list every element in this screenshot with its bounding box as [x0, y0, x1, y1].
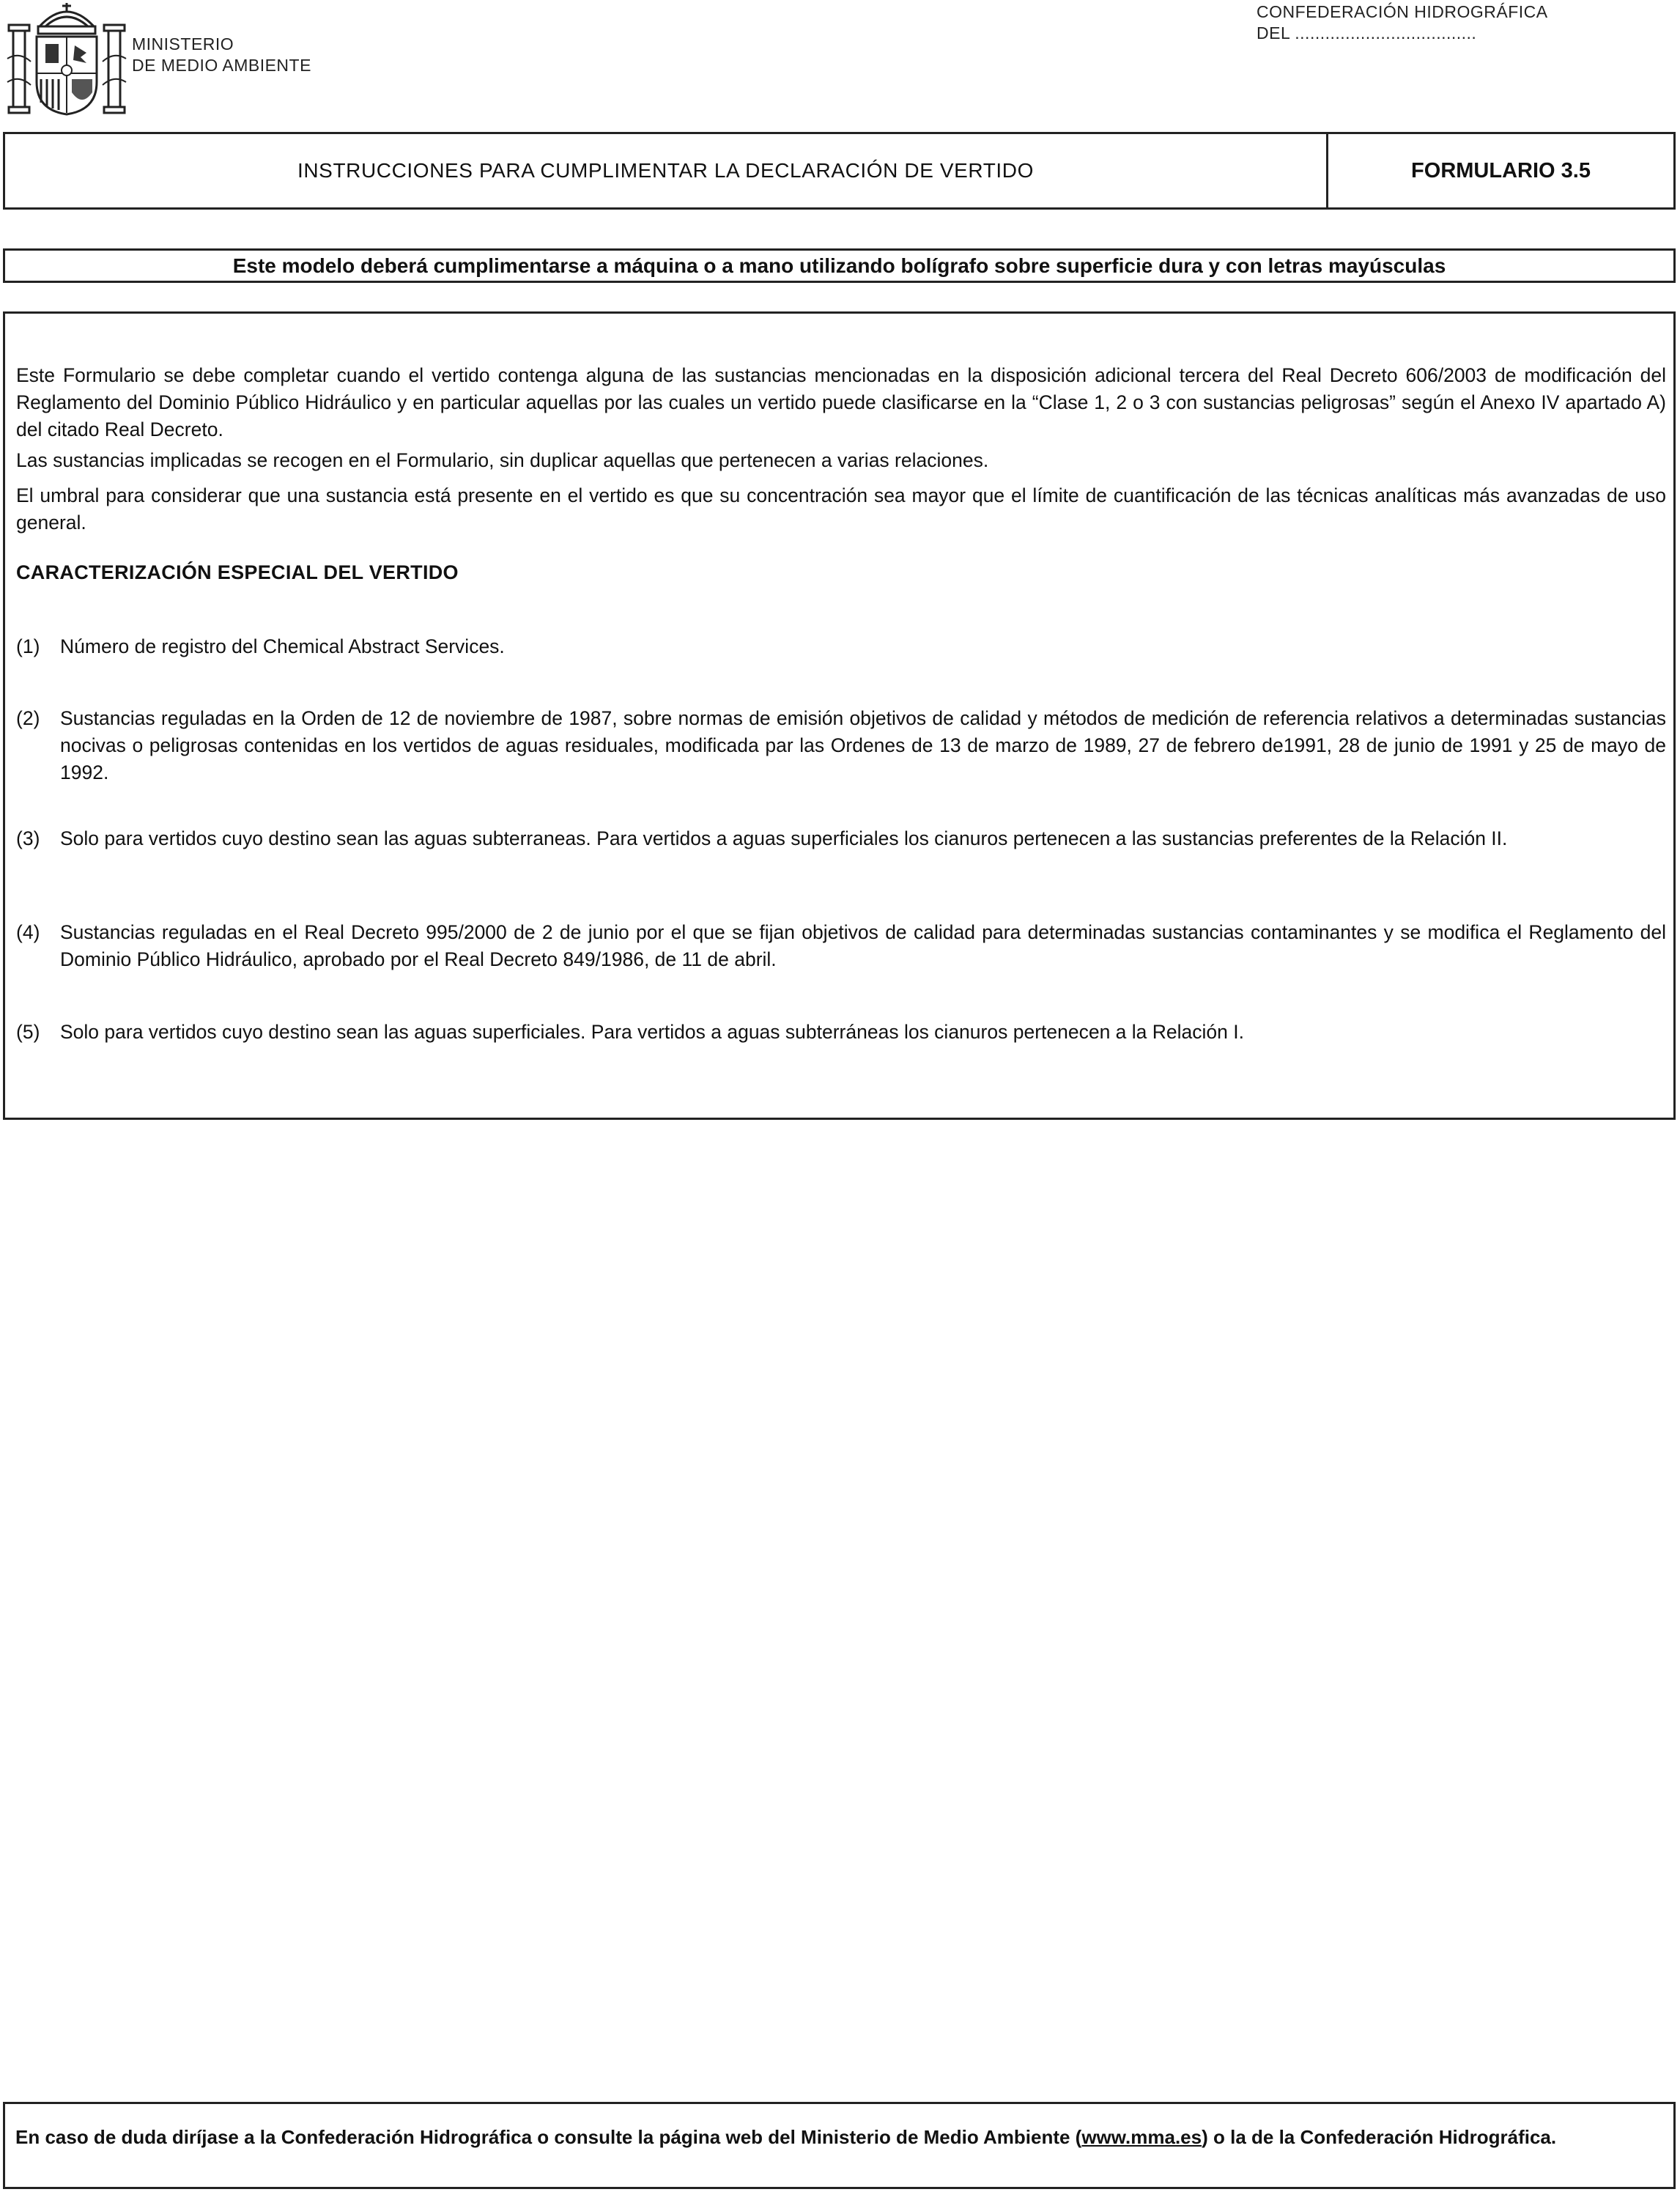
- footer-text: [15, 2125, 1627, 2150]
- section-heading: CARACTERIZACIÓN ESPECIAL DEL VERTIDO: [16, 561, 459, 583]
- ministry-line-2: DE MEDIO AMBIENTE: [132, 56, 311, 75]
- title-box: [3, 132, 1676, 210]
- ministry-line-1: MINISTERIO: [132, 34, 234, 53]
- note-number: (4): [16, 921, 40, 943]
- note-item: [16, 825, 1666, 852]
- note-text: Solo para vertidos cuyo destino sean las aguas subterraneas. Para vertidos a aguas superficiales los cianuros pertenecen a las sustancias preferentes de la Relación II.: [60, 827, 1508, 849]
- instructions-content: [3, 311, 1676, 1120]
- form-code: FORMULARIO 3.5: [1411, 158, 1591, 182]
- confederation-line-1: CONFEDERACIÓN HIDROGRÁFICA: [1257, 2, 1548, 21]
- spanish-coat-of-arms-icon: [4, 0, 129, 117]
- note-number: (5): [16, 1021, 40, 1043]
- note-item: [16, 633, 1666, 660]
- note-item: [16, 705, 1666, 786]
- note-text: Sustancias reguladas en la Orden de 12 de noviembre de 1987, sobre normas de emisión objetivos de calidad y métodos de medición de referencia relativos a determinadas sustancias nocivas o peligrosas contenidas en los vertidos de aguas residuales, modificada par las Ordenes de 13 de marzo de 1989, 27 de febrero de1991, 28 de junio de 1991 y 25 de mayo de 1992.: [60, 707, 1666, 783]
- intro-paragraph-2: Las sustancias implicadas se recogen en el Formulario, sin duplicar aquellas que pertenecen a varias relaciones.: [16, 449, 989, 471]
- note-text: Sustancias reguladas en el Real Decreto 995/2000 de 2 de junio por el que se fijan objetivos de calidad para determinadas sustancias contaminantes y se modifica el Reglamento del Dominio Público Hidráulico, aprobado por el Real Decreto 849/1986, de 11 de abril.: [60, 921, 1666, 970]
- document-title: INSTRUCCIONES PARA CUMPLIMENTAR LA DECLARACIÓN DE VERTIDO: [5, 134, 1328, 207]
- confederation-header: [1257, 1, 1548, 44]
- website-link[interactable]: www.mma.es: [1081, 2126, 1202, 2148]
- note-number: (1): [16, 635, 40, 657]
- intro-paragraph-3: El umbral para considerar que una sustancia está presente en el vertido es que su concentración sea mayor que el límite de cuantificación de las técnicas analíticas más avanzadas de uso general.: [16, 484, 1666, 534]
- note-number: (2): [16, 707, 40, 729]
- footer-text-before: En caso de duda diríjase a la Confederación Hidrográfica o consulte la página web del Ministerio de Medio Ambiente (: [15, 2126, 1082, 2148]
- notice-text: Este modelo deberá cumplimentarse a máquina o a mano utilizando bolígrafo sobre superficie dura y con letras mayúsculas: [232, 254, 1446, 277]
- note-text: Número de registro del Chemical Abstract Services.: [60, 635, 505, 657]
- note-number: (3): [16, 827, 40, 849]
- note-text: Solo para vertidos cuyo destino sean las aguas superficiales. Para vertidos a aguas subterráneas los cianuros pertenecen a la Relación I.: [60, 1021, 1244, 1043]
- ministry-name: [132, 34, 311, 76]
- note-item: [16, 1019, 1666, 1046]
- confederation-line-2: DEL ....................................: [1257, 23, 1477, 43]
- footer-box: [3, 2102, 1676, 2189]
- note-item: [16, 919, 1666, 973]
- intro-paragraph-1: Este Formulario se debe completar cuando el vertido contenga alguna de las sustancias mencionadas en la disposición adicional tercera del Real Decreto 606/2003 de modificación del Reglamento del Dominio Público Hidráulico y en particular aquellas por las cuales un vertido puede clasificarse en la “Clase 1, 2 o 3 con sustancias peligrosas” según el Anexo IV apartado A) del citado Real Decreto.: [16, 364, 1666, 440]
- footer-text-after: ) o la de la Confederación Hidrográfica.: [1202, 2126, 1557, 2148]
- fill-instructions-notice: [3, 248, 1676, 283]
